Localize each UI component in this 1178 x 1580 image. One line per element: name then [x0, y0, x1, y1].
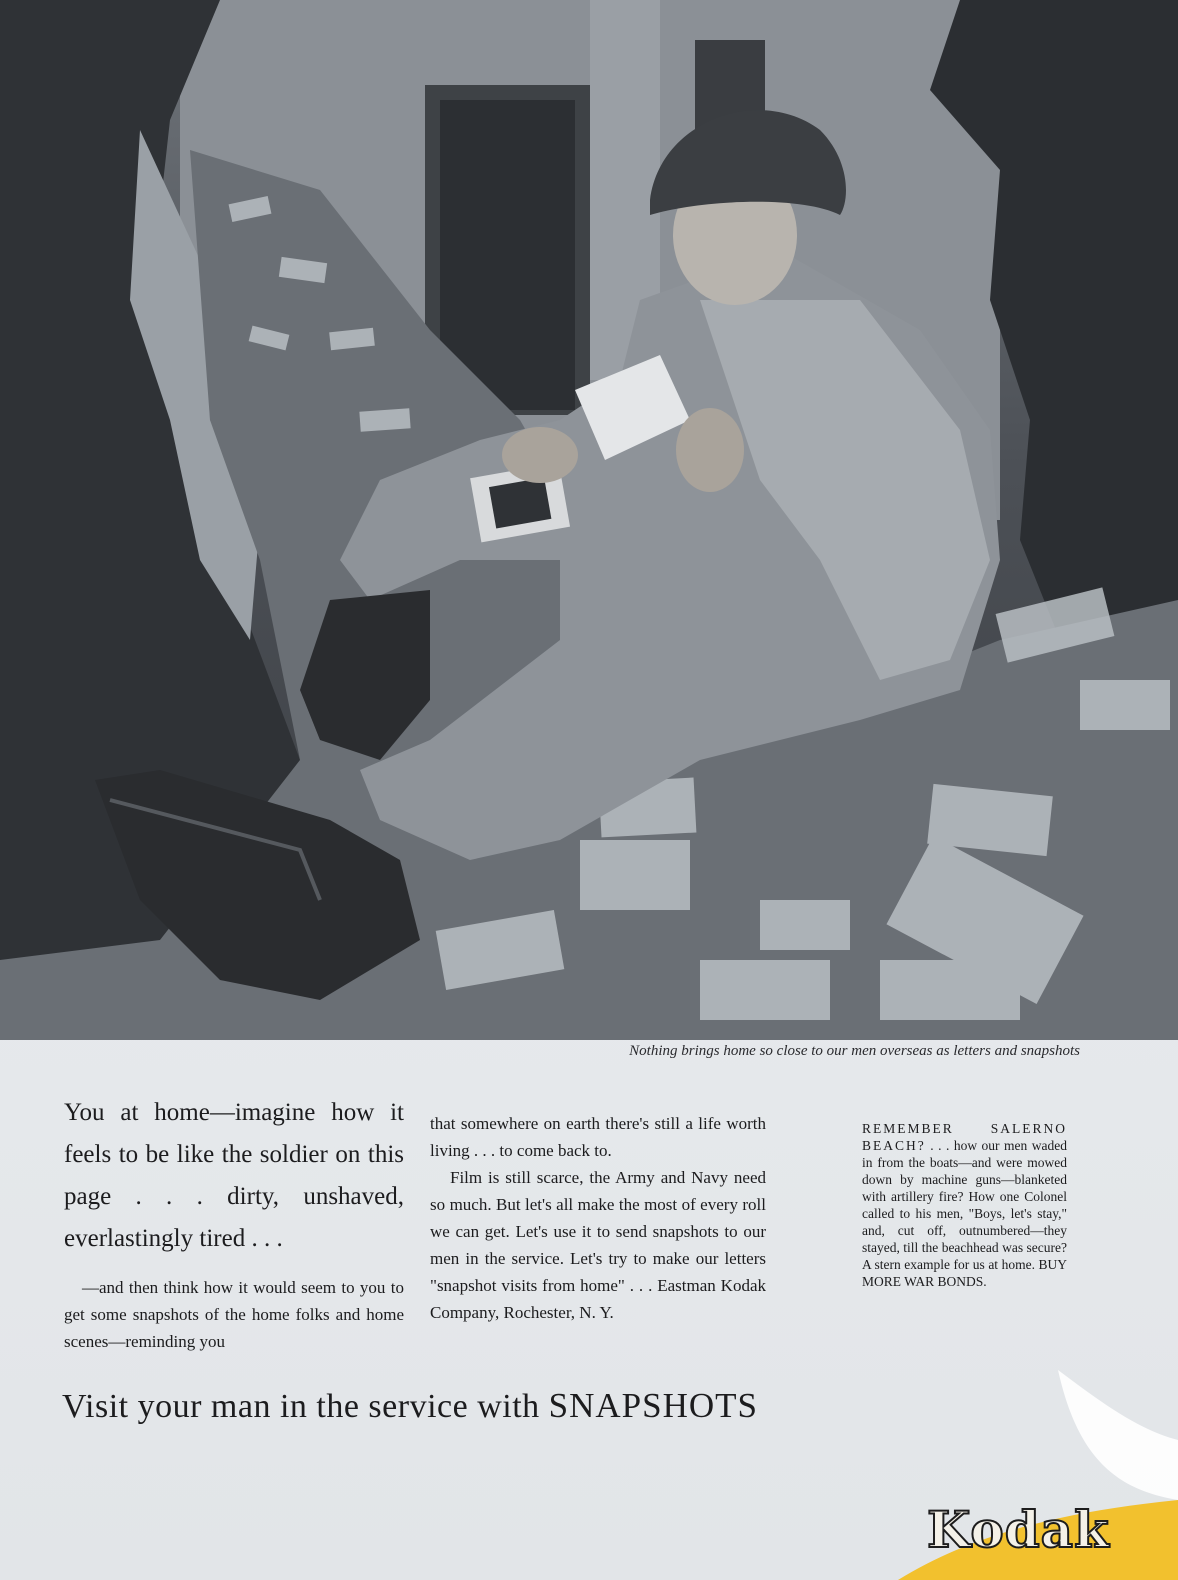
- column2-paragraph-1: that somewhere on earth there's still a life worth living . . . to come back to.: [430, 1114, 766, 1160]
- war-bonds-callout: BUY MORE WAR BONDS.: [862, 1257, 1067, 1289]
- body-column-1: [64, 1092, 404, 1355]
- body-column-2: [430, 1110, 766, 1326]
- headline-prefix: Visit your man in the service with: [62, 1388, 549, 1425]
- salerno-sidebar: [862, 1120, 1067, 1290]
- kodak-logo: Kodak: [927, 1500, 1110, 1559]
- sidebar-heading: REMEMBER SALERNO BEACH?: [862, 1121, 1067, 1153]
- photo-caption: Nothing brings home so close to our men overseas as letters and snapshots: [629, 1043, 1080, 1059]
- follow-paragraph: —and then think how it would seem to you to get some snapshots of the home folks and home scenes—reminding you: [64, 1278, 404, 1351]
- headline-emphasis: SNAPSHOTS: [548, 1386, 759, 1425]
- column2-paragraph-2: Film is still scarce, the Army and Navy need so much. But let's all make the most of every roll we can get. Let's use it to send snapshots to our men in the service. Let's try to make our letters "snapshot visits from home" . . . Eastman Kodak Company, Rochester, N. Y.: [430, 1168, 766, 1322]
- headline: [62, 1386, 758, 1426]
- sidebar-body: . . . how our men waded in from the boats—and were mowed down by machine guns—blanketed with artillery fire? How one Colonel called to his men, "Boys, let's stay," and, cut off, outnumbered—they stayed, till the beachhead was secure? A stern example for us at home.: [862, 1138, 1067, 1272]
- lead-paragraph: You at home—imagine how it feels to be like the soldier on this page . . . dirty, unshaved, everlastingly tired . . .: [64, 1099, 404, 1252]
